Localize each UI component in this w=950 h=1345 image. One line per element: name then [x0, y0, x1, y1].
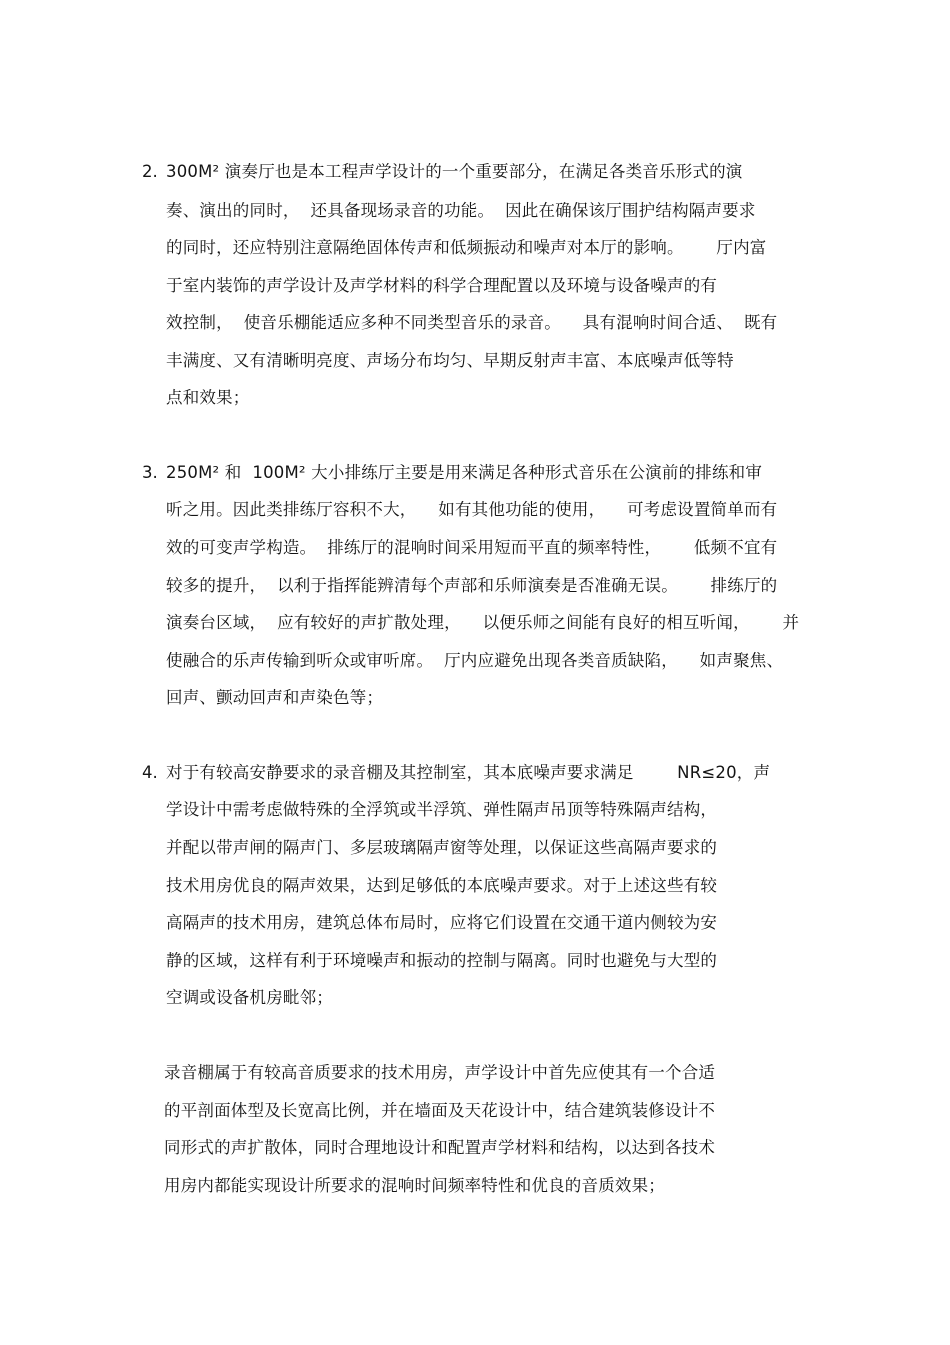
paragraph-line: 演奏台区域， 应有较好的声扩散处理， 以便乐师之间能有良好的相互听闻， 并 [166, 613, 800, 632]
paragraph-line: 250M² 和 100M² 大小排练厅主要是用来满足各种形式音乐在公演前的排练和审 [166, 463, 763, 482]
paragraph-line: 300M² 演奏厅也是本工程声学设计的一个重要部分，在满足各类音乐形式的演 [166, 162, 743, 181]
paragraph-line: 学设计中需考虑做特殊的全浮筑或半浮筑、弹性隔声吊顶等特殊隔声结构， [166, 800, 718, 819]
paragraph-line: 丰满度、又有清晰明亮度、声场分布均匀、早期反射声丰富、本底噪声低等特 [166, 351, 734, 370]
paragraph-line: 奏、演出的同时， 还具备现场录音的功能。 因此在确保该厅围护结构隔声要求 [166, 201, 756, 220]
paragraph-line: 听之用。因此类排练厅容积不大， 如有其他功能的使用， 可考虑设置简单而有 [166, 500, 778, 519]
paragraph-line: 对于有较高安静要求的录音棚及其控制室，其本底噪声要求满足 NR≤20，声 [166, 763, 771, 782]
paragraph-line: 效控制， 使音乐棚能适应多种不同类型音乐的录音。 具有混响时间合适、 既有 [166, 313, 778, 332]
paragraph-line: 并配以带声闸的隔声门、多层玻璃隔声窗等处理，以保证这些高隔声要求的 [166, 838, 718, 857]
paragraph-line: 使融合的乐声传输到听众或审听席。 厅内应避免出现各类音质缺陷， 如声聚焦、 [166, 651, 784, 670]
paragraph-line: 技术用房优良的隔声效果，达到足够低的本底噪声要求。对于上述这些有较 [166, 876, 718, 895]
paragraph-line: 点和效果； [166, 388, 250, 407]
section-number: 3. [142, 463, 158, 482]
paragraph-line: 的同时，还应特别注意隔绝固体传声和低频振动和噪声对本厅的影响。 厅内富 [166, 238, 767, 257]
section-number: 2. [142, 162, 158, 181]
paragraph-line: 于室内装饰的声学设计及声学材料的科学合理配置以及环境与设备噪声的有 [166, 276, 718, 295]
paragraph-line: 录音棚属于有较高音质要求的技术用房，声学设计中首先应使其有一个合适 [164, 1063, 716, 1082]
paragraph-line: 用房内都能实现设计所要求的混响时间频率特性和优良的音质效果； [164, 1176, 665, 1195]
paragraph-line: 静的区域，这样有利于环境噪声和振动的控制与隔离。同时也避免与大型的 [166, 951, 718, 970]
paragraph-line: 高隔声的技术用房，建筑总体布局时，应将它们设置在交通干道内侧较为安 [166, 913, 718, 932]
section-number: 4. [142, 763, 158, 782]
paragraph-line: 的平剖面体型及长宽高比例，并在墙面及天花设计中，结合建筑装修设计不 [164, 1101, 716, 1120]
paragraph-line: 回声、颤动回声和声染色等； [166, 688, 384, 707]
paragraph-line: 空调或设备机房毗邻； [166, 988, 333, 1007]
paragraph-line: 效的可变声学构造。 排练厅的混响时间采用短而平直的频率特性， 低频不宜有 [166, 538, 778, 557]
paragraph-line: 较多的提升， 以利于指挥能辨清每个声部和乐师演奏是否准确无误。 排练厅的 [166, 576, 778, 595]
paragraph-line: 同形式的声扩散体，同时合理地设计和配置声学材料和结构，以达到各技术 [164, 1138, 716, 1157]
